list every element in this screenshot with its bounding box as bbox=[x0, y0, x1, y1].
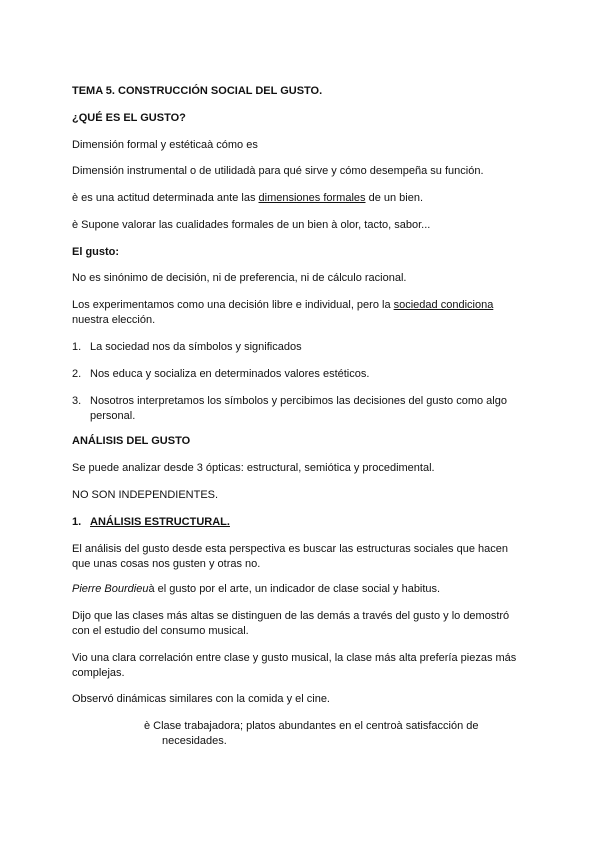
section-title: ANÁLISIS ESTRUCTURAL. bbox=[90, 516, 230, 528]
three-perspectives-line: Se puede analizar desde 3 ópticas: estructural, semiótica y procedimental. bbox=[72, 462, 435, 474]
attitude-bullet-post: de un bien. bbox=[365, 192, 424, 204]
section-number: 1. bbox=[72, 516, 82, 528]
taste-analysis-heading: ANÁLISIS DEL GUSTO bbox=[72, 435, 191, 447]
list-item-text: La sociedad nos da símbolos y significados bbox=[90, 341, 302, 353]
free-decision-line bbox=[72, 298, 493, 312]
bourdieu-rest: à el gusto por el arte, un indicador de clase social y habitus. bbox=[148, 583, 441, 595]
taste-not-synonym-line: No es sinónimo de decisión, ni de preferencia, ni de cálculo racional. bbox=[72, 272, 407, 284]
working-class-bullet-line2: necesidades. bbox=[162, 735, 227, 747]
correlation-line1: Vio una clara correlación entre clase y gusto musical, la clase más alta prefería piezas más bbox=[72, 652, 517, 664]
list-item-number: 3. bbox=[72, 395, 82, 407]
correlation-line2: complejas. bbox=[72, 667, 125, 679]
structural-p1-line1: El análisis del gusto desde esta perspectiva es buscar las estructuras sociales que hacen bbox=[72, 543, 508, 555]
list-item-number: 1. bbox=[72, 341, 82, 353]
what-is-taste-heading: ¿QUÉ ES EL GUSTO? bbox=[72, 112, 186, 124]
upper-classes-line1: Dijo que las clases más altas se distinguen de las demás a través del gusto y lo demostró bbox=[72, 610, 510, 622]
upper-classes-line2: con el estudio del consumo musical. bbox=[72, 625, 249, 637]
instrumental-dimension-line: Dimensión instrumental o de utilidadà para qué sirve y cómo desempeña su función. bbox=[72, 165, 484, 177]
document-title: TEMA 5. CONSTRUCCIÓN SOCIAL DEL GUSTO. bbox=[72, 85, 323, 97]
value-qualities-bullet: è Supone valorar las cualidades formales de un bien à olor, tacto, sabor... bbox=[72, 219, 431, 231]
list-item-text: Nosotros interpretamos los símbolos y percibimos las decisiones del gusto como algo bbox=[90, 395, 507, 407]
bourdieu-line bbox=[72, 582, 440, 596]
free-decision-line-2: nuestra elección. bbox=[72, 314, 156, 326]
attitude-bullet-pre: è es una actitud determinada ante las bbox=[72, 192, 259, 204]
society-conditions-underlined: sociedad condiciona bbox=[393, 299, 494, 311]
not-independent-line: NO SON INDEPENDIENTES. bbox=[72, 489, 219, 501]
formal-dimension-line: Dimensión formal y estéticaà cómo es bbox=[72, 139, 258, 151]
list-item-continuation: personal. bbox=[90, 410, 136, 422]
list-item-text: Nos educa y socializa en determinados valores estéticos. bbox=[90, 368, 370, 380]
bourdieu-name: Pierre Bourdieu bbox=[72, 583, 149, 595]
formal-dimensions-underlined: dimensiones formales bbox=[258, 192, 366, 204]
list-item bbox=[72, 367, 369, 381]
list-item bbox=[72, 394, 507, 408]
free-decision-pre: Los experimentamos como una decisión libre e individual, pero la bbox=[72, 299, 394, 311]
attitude-bullet bbox=[72, 191, 423, 205]
list-item bbox=[72, 340, 302, 354]
food-cinema-line: Observó dinámicas similares con la comida y el cine. bbox=[72, 693, 330, 705]
structural-analysis-heading bbox=[72, 515, 230, 529]
taste-heading: El gusto: bbox=[72, 246, 120, 258]
structural-p1-line2: que unas cosas nos gusten y otras no. bbox=[72, 558, 261, 570]
working-class-bullet-line1: è Clase trabajadora; platos abundantes en el centroà satisfacción de bbox=[144, 720, 479, 732]
list-item-number: 2. bbox=[72, 368, 82, 380]
